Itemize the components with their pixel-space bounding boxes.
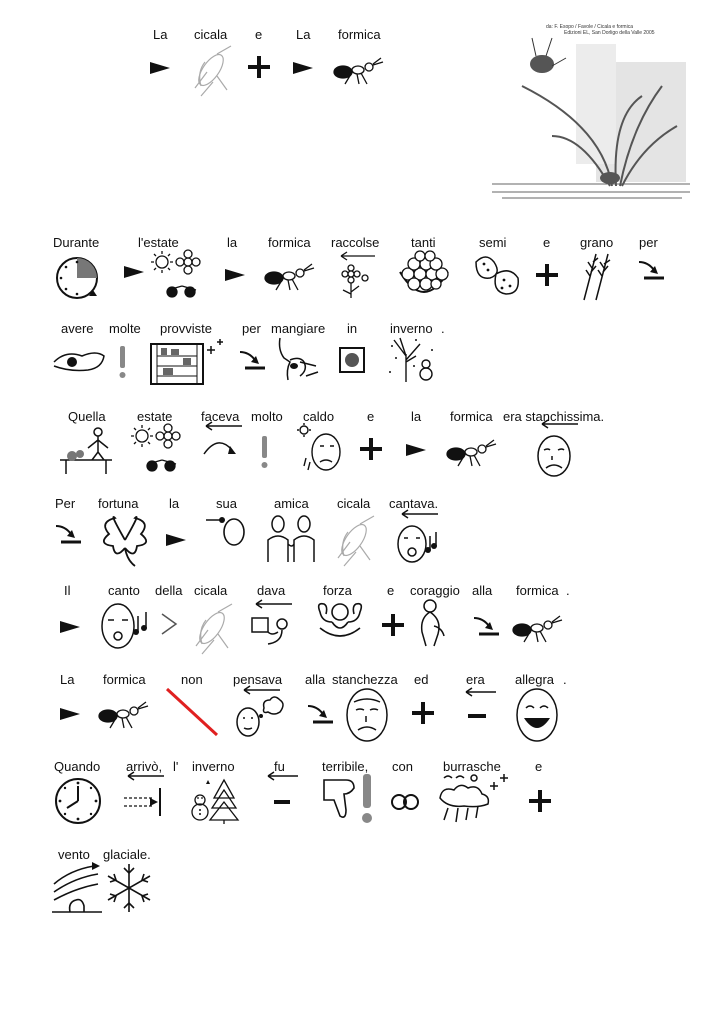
for-arrow-icon	[237, 348, 267, 372]
word: dava	[257, 583, 286, 598]
word: forza	[323, 583, 352, 598]
word: mangiare	[271, 321, 326, 336]
word: l'estate	[138, 235, 179, 250]
word: inverno	[390, 321, 433, 336]
word: .	[563, 672, 567, 687]
word: era	[466, 672, 485, 687]
eat-icon	[270, 336, 322, 384]
word: formica	[450, 409, 493, 424]
word: con	[392, 759, 413, 774]
was-icon	[460, 688, 500, 728]
plus-icon	[410, 700, 436, 726]
word: Il	[64, 583, 71, 598]
storm-icon	[434, 772, 514, 824]
with-icon	[388, 792, 422, 812]
word: coraggio	[410, 583, 460, 598]
word: vento	[58, 847, 90, 862]
word: avere	[61, 321, 94, 336]
article-arrow-icon	[122, 262, 146, 282]
ant-icon	[510, 614, 566, 644]
word: l'	[173, 759, 179, 774]
word: semi	[479, 235, 507, 250]
strength-icon	[312, 598, 368, 648]
hot-face-icon	[296, 422, 348, 474]
plus-icon	[358, 436, 384, 462]
word: non	[181, 672, 203, 687]
song-icon	[98, 602, 150, 652]
cicada-icon	[188, 600, 238, 656]
word: La	[60, 672, 75, 687]
winter-icon	[188, 776, 244, 826]
word: raccolse	[331, 235, 380, 250]
of-icon	[160, 612, 180, 636]
summer-icon	[148, 250, 204, 300]
word: e	[255, 27, 263, 42]
article-arrow-icon	[404, 440, 428, 460]
word: Quando	[54, 759, 101, 774]
for-arrow-icon	[53, 522, 83, 546]
word: .	[441, 321, 445, 336]
courage-icon	[412, 598, 452, 650]
tired-face-icon	[532, 420, 582, 478]
word: e	[367, 409, 375, 424]
word: amica	[274, 496, 309, 511]
do-icon	[198, 422, 244, 462]
in-icon	[338, 346, 366, 374]
article-arrow-icon	[58, 704, 82, 724]
plus-icon	[246, 54, 272, 80]
to-arrow-icon	[305, 702, 335, 726]
many-exclamation-icon	[117, 344, 129, 380]
ant-icon	[96, 700, 152, 730]
word: allegra	[515, 672, 555, 687]
word: alla	[472, 583, 493, 598]
word: formica	[516, 583, 559, 598]
clock-icon	[53, 776, 103, 826]
word: formica	[103, 672, 146, 687]
article-arrow-icon	[148, 58, 172, 78]
thumbs-down-icon	[320, 770, 384, 828]
word: della	[155, 583, 183, 598]
word: la	[411, 409, 422, 424]
cover-credit: Edizioni EL, San Dorligo della Valle 2005	[564, 30, 655, 36]
friends-icon	[262, 512, 322, 564]
wheat-icon	[576, 250, 616, 302]
word: cicala	[194, 583, 228, 598]
cicada-icon	[330, 512, 380, 568]
seeds-icon	[470, 252, 522, 298]
think-icon	[234, 686, 284, 738]
word: e	[535, 759, 543, 774]
ant-icon	[331, 56, 387, 86]
that-person-icon	[58, 426, 114, 476]
word: la	[169, 496, 180, 511]
word: fu	[274, 759, 285, 774]
plus-icon	[380, 612, 406, 638]
word: e	[387, 583, 395, 598]
have-hand-icon	[52, 344, 108, 374]
word: estate	[137, 409, 173, 424]
sing-icon	[392, 510, 442, 566]
word: formica	[338, 27, 381, 42]
word: La	[153, 27, 168, 42]
word: alla	[305, 672, 326, 687]
word: grano	[580, 235, 614, 250]
pantry-icon	[147, 338, 223, 386]
word: e	[543, 235, 551, 250]
cover-credit: da: F. Esopo / Favole / Cicala e formica	[546, 24, 633, 30]
word: provviste	[160, 321, 213, 336]
word: cicala	[337, 496, 371, 511]
winter-icon	[386, 334, 438, 386]
for-arrow-icon	[636, 258, 666, 282]
give-icon	[248, 600, 294, 650]
ant-icon	[262, 262, 318, 292]
word: arrivò,	[126, 759, 163, 774]
summer-icon	[128, 424, 184, 474]
word: Quella	[68, 409, 106, 424]
plus-icon	[534, 262, 560, 288]
article-arrow-icon	[223, 265, 247, 285]
much-exclamation-icon	[259, 434, 271, 470]
clock-elapsed-icon	[53, 254, 101, 302]
word: molto	[251, 409, 283, 424]
word: burrasche	[443, 759, 501, 774]
word: .	[566, 583, 570, 598]
word: inverno	[192, 759, 235, 774]
cicada-icon	[187, 42, 237, 98]
word: fortuna	[98, 496, 139, 511]
article-arrow-icon	[164, 530, 188, 550]
word: faceva	[201, 409, 240, 424]
word: cicala	[194, 27, 228, 42]
word: molte	[109, 321, 141, 336]
word: caldo	[303, 409, 335, 424]
word: sua	[216, 496, 237, 511]
word: terribile,	[322, 759, 369, 774]
word: La	[296, 27, 311, 42]
four-leaf-clover-icon	[95, 512, 155, 568]
wind-icon	[50, 862, 104, 916]
ant-icon	[444, 438, 500, 468]
snowflake-icon	[104, 862, 154, 914]
cover-illustration	[492, 26, 690, 200]
collect-flower-icon	[335, 250, 379, 300]
word: stanchezza	[332, 672, 398, 687]
word: Per	[55, 496, 76, 511]
word: formica	[268, 235, 311, 250]
tired-face-icon	[344, 686, 390, 744]
article-arrow-icon	[291, 58, 315, 78]
happy-face-icon	[514, 686, 560, 744]
word: cantava.	[389, 496, 439, 511]
word: pensava	[233, 672, 283, 687]
word: canto	[108, 583, 140, 598]
word: per	[639, 235, 658, 250]
word: per	[242, 321, 261, 336]
word: Durante	[53, 235, 100, 250]
her-icon	[204, 512, 248, 546]
plus-icon	[527, 788, 553, 814]
arrive-icon	[120, 772, 166, 822]
many-seeds-icon	[396, 252, 452, 298]
word: glaciale.	[103, 847, 151, 862]
word: era stanchissima.	[503, 409, 605, 424]
was-icon	[262, 772, 302, 812]
word: in	[347, 321, 358, 336]
article-arrow-icon	[58, 617, 82, 637]
to-arrow-icon	[471, 614, 501, 638]
not-icon	[164, 686, 220, 738]
word: ed	[414, 672, 429, 687]
word: la	[227, 235, 238, 250]
word: tanti	[411, 235, 436, 250]
